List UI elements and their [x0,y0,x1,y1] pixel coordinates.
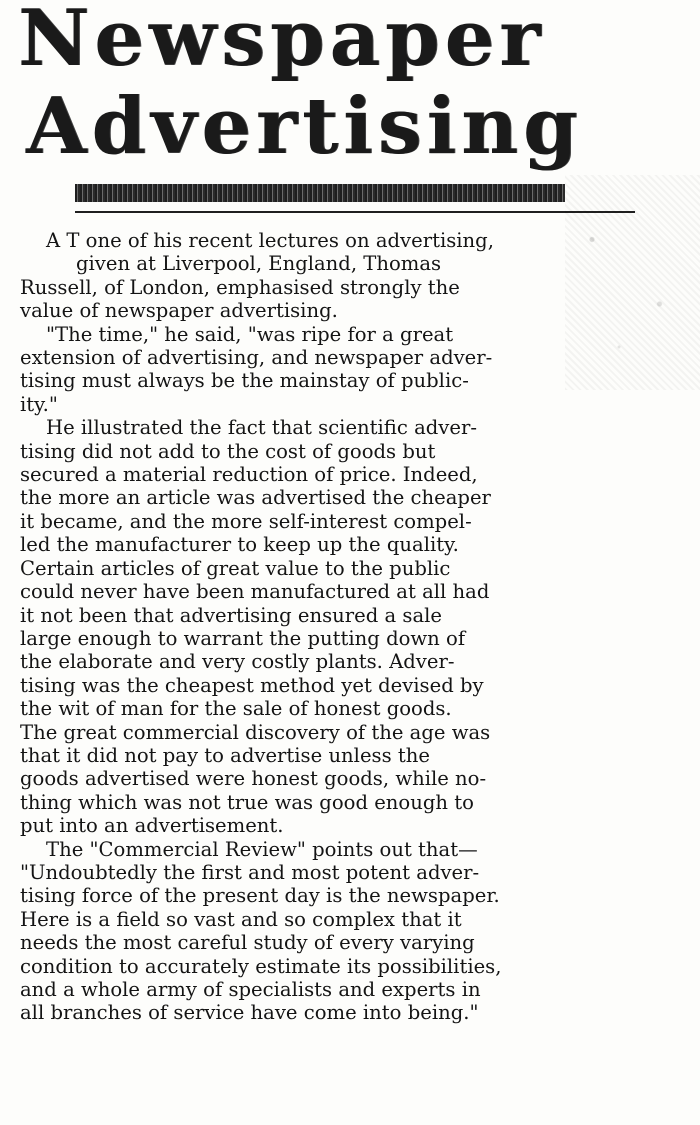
article-line: Russell, of London, emphasised strongly the [20,275,460,299]
article-line: He illustrated the fact that scientific adver- [46,416,477,440]
paragraph-3 [20,416,580,837]
article-line: tising must always be the mainstay of public- [20,369,469,393]
paragraph-1 [20,229,580,323]
article-line: A T one of his recent lectures on advertising, [46,229,494,252]
headline-line-1: Newspaper [18,0,546,84]
article-line: tising force of the present day is the newspaper. [20,884,500,908]
article-line: led the manufacturer to keep up the quality. [20,533,459,557]
article-line: the more an article was advertised the cheaper [20,486,491,510]
article-line: tising was the cheapest method yet devised by [20,673,484,697]
article-line: extension of advertising, and newspaper adver- [20,346,493,370]
article-line: "Undoubtedly the first and most potent adver- [20,860,480,884]
article-line: given at Liverpool, England, Thomas [76,252,442,276]
article-line: and a whole army of specialists and experts in [20,978,481,1001]
article-line: secured a material reduction of price. Indeed, [20,463,478,487]
article-line: it not been that advertising ensured a sale [20,603,442,627]
divider [75,211,635,213]
article-line: tising did not add to the cost of goods but [20,439,436,463]
article-line: all branches of service have come into being." [20,1001,479,1025]
paragraph-4 [20,838,580,1025]
article-line: put into an advertisement. [20,814,284,838]
article-line: The great commercial discovery of the age was [20,720,491,744]
article-line: needs the most careful study of every varying [20,931,475,955]
article-line: Certain articles of great value to the public [20,556,451,580]
article-body [20,229,580,1025]
article-line: it became, and the more self-interest compel- [20,509,472,533]
headline-line-2: Advertising [26,81,583,172]
article-line: goods advertised were honest goods, while no- [20,767,487,791]
article-line: the wit of man for the sale of honest goods. [20,697,452,721]
article-line: ity." [20,392,58,416]
print-smudge [565,175,700,390]
article-line: Here is a field so vast and so complex that it [20,907,462,931]
paragraph-2 [20,323,580,417]
article-line: "The time," he said, "was ripe for a great [46,322,454,346]
article-line: The "Commercial Review" points out that— [46,837,478,861]
article-line: large enough to warrant the putting down of [20,626,466,650]
article-line: the elaborate and very costly plants. Adver- [20,650,455,674]
article-line: condition to accurately estimate its possibilities, [20,954,502,978]
article-line: could never have been manufactured at all had [20,580,490,604]
decorative-rule [75,184,565,202]
article-line: that it did not pay to advertise unless the [20,743,430,767]
article-line: thing which was not true was good enough to [20,790,474,814]
article-line: value of newspaper advertising. [20,299,338,323]
